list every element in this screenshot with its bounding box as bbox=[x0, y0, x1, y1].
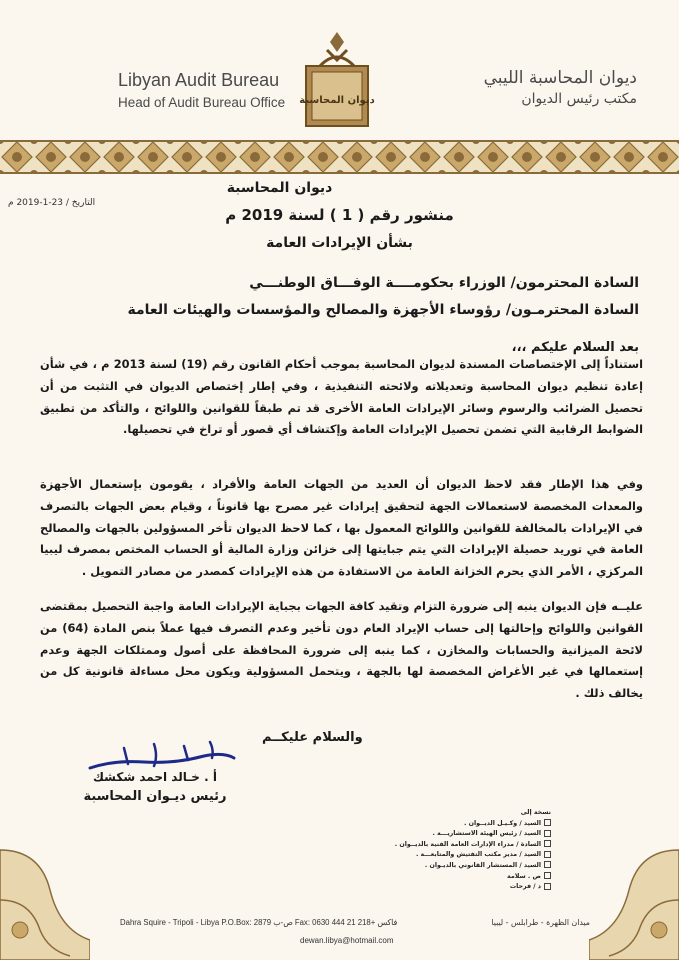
list-item: السيد / رئيس الهيئة الاستشاريـــة . bbox=[396, 829, 551, 840]
header-ar-office: مكتب رئيس الديوان bbox=[521, 91, 637, 107]
header-en-name: Libyan Audit Bureau bbox=[118, 70, 280, 90]
footer-email: dewan.libya@hotmail.com bbox=[300, 936, 394, 945]
checkbox-icon bbox=[544, 840, 551, 847]
list-item: د / فرحات bbox=[396, 882, 551, 893]
header-en-office: Head of Audit Bureau Office bbox=[118, 95, 286, 110]
list-item: السيد / المستشار القانوني بالديـوان . bbox=[396, 861, 551, 872]
corner-ornament-right bbox=[589, 790, 679, 960]
paragraph-1: استناداً إلى الإختصاصات المسندة لديوان المحاسبة بموجب أحكام القانون رقم (19) لسنة 2013 م ، في شأن إعادة تنظيم ديوان المحاسبة وتعديلاته ولائحته التنفيذية ، وفي إطار إختصاص الديوان في التثبت من أن تحصيل الضرائب والرسوم وسائر الإيرادات العامة الأخرى قد تم طبقاً للقوانين واللوائح ، والتأكد من تطبيق الضوابط الرقابية التي تضمن تحصيل الإيرادات العامة وإكتشاف أي قصور أو تراخ في تحصيلها. bbox=[40, 357, 644, 437]
signer-name: أ . خـالد احمد شكشك bbox=[93, 770, 217, 784]
closing: والسلام عليكــم bbox=[262, 730, 363, 745]
footer-address-ar: ميدان الظهرة - طرابلس - ليبيا bbox=[491, 918, 590, 927]
logo-lettering: ديوان المحاسبة bbox=[299, 95, 375, 106]
list-item: السادة / مدراء الإدارات العامة الفنية بالديــوان . bbox=[396, 840, 551, 851]
checkbox-icon bbox=[544, 861, 551, 868]
document-date: التاريخ / 23-1-2019 م bbox=[8, 198, 96, 208]
list-item: السيد / وكـيـل الديــوان . bbox=[396, 819, 551, 830]
checkbox-icon bbox=[544, 819, 551, 826]
checkbox-icon bbox=[544, 830, 551, 837]
paragraph-2: وفي هذا الإطار فقد لاحظ الديوان أن العديد من الجهات العامة والأفراد ، يقومون بإستعمال الأجهزة والمعدات المخصصة لاستعمالات الجهة لتحقيق إيرادات غير مصرح بها قانوناً ، وقيام بعض الجهات بالتصرف في الإيرادات بالمخالفة للقوانين واللوائح المعمول بها ، كما لاحظ الديوان تأخر المسؤولين بالجهات والمصالح العامة في توريد حصيلة الإيرادات التي يتم جبايتها إلى خزائن وزارة المالية أو الحساب المختص بمصرف ليبيا المركزي ، الأمر الذي يحرم الخزانة العامة من الاستفادة من هذه الإيرادات كمصدر من مصادر التمويل . bbox=[40, 477, 643, 579]
footer-address-en: Dahra Squire - Tripoli - Libya P.O.Box: 2879 ص-ب Fax: فاكس +218 21 444 0630 bbox=[120, 918, 398, 927]
footer-address bbox=[120, 918, 590, 927]
title-subject: بشأن الإيرادات العامة bbox=[266, 235, 413, 251]
header-ar-name: ديوان المحاسبة الليبي bbox=[483, 68, 637, 88]
ornamental-band bbox=[0, 140, 679, 174]
list-item: السيد / مدير مكتب التفتيش والمتابعـــة . bbox=[396, 850, 551, 861]
signer-title: رئيس ديـوان المحاسبة bbox=[83, 789, 227, 804]
title-circular: منشور رقم ( 1 ) لسنة 2019 م bbox=[225, 206, 454, 224]
header-english bbox=[118, 70, 318, 110]
corner-ornament-left bbox=[0, 790, 90, 960]
list-item: ص . سلامة bbox=[396, 872, 551, 883]
paragraph-3: عليــه فإن الديوان ينبه إلى ضرورة التزام وتقيد كافة الجهات بجباية الإيرادات العامة واجبة التحصيل بمقتضى القوانين واللوائح وإحالتها إلى حساب الإيراد العام دون تأخير وعدم التصرف فيها عملاً بنص المادة (64) من لائحة الميزانية والحسابات والمخازن ، كما ينبه إلى ضرورة المحافظة على أصول وممتلكات الجهة وعدم إستعمالها في غير الأغراض المخصصة لها بالجهة ، ويتحمل المسؤولية ويكون محل مساءلة قانونية كل من يخالف ذلك . bbox=[40, 599, 643, 701]
addressee-ministers: السادة المحترمون/ الوزراء بحكومــــة الوفـــاق الوطنـــي bbox=[249, 275, 639, 291]
greeting: بعد السلام عليكم ،،، bbox=[511, 340, 639, 355]
checkbox-icon bbox=[544, 883, 551, 890]
title-org: ديوان المحاسبة bbox=[226, 180, 333, 196]
checkbox-icon bbox=[544, 851, 551, 858]
list-item: نسخة إلى bbox=[520, 809, 551, 816]
addressee-heads: السادة المحترمـون/ رؤوساء الأجهزة والمصالح والمؤسسات والهيئات العامة bbox=[127, 302, 639, 318]
header-arabic bbox=[442, 68, 637, 107]
checkbox-icon bbox=[544, 872, 551, 879]
distribution-list bbox=[396, 808, 551, 893]
audit-bureau-logo bbox=[292, 28, 382, 128]
